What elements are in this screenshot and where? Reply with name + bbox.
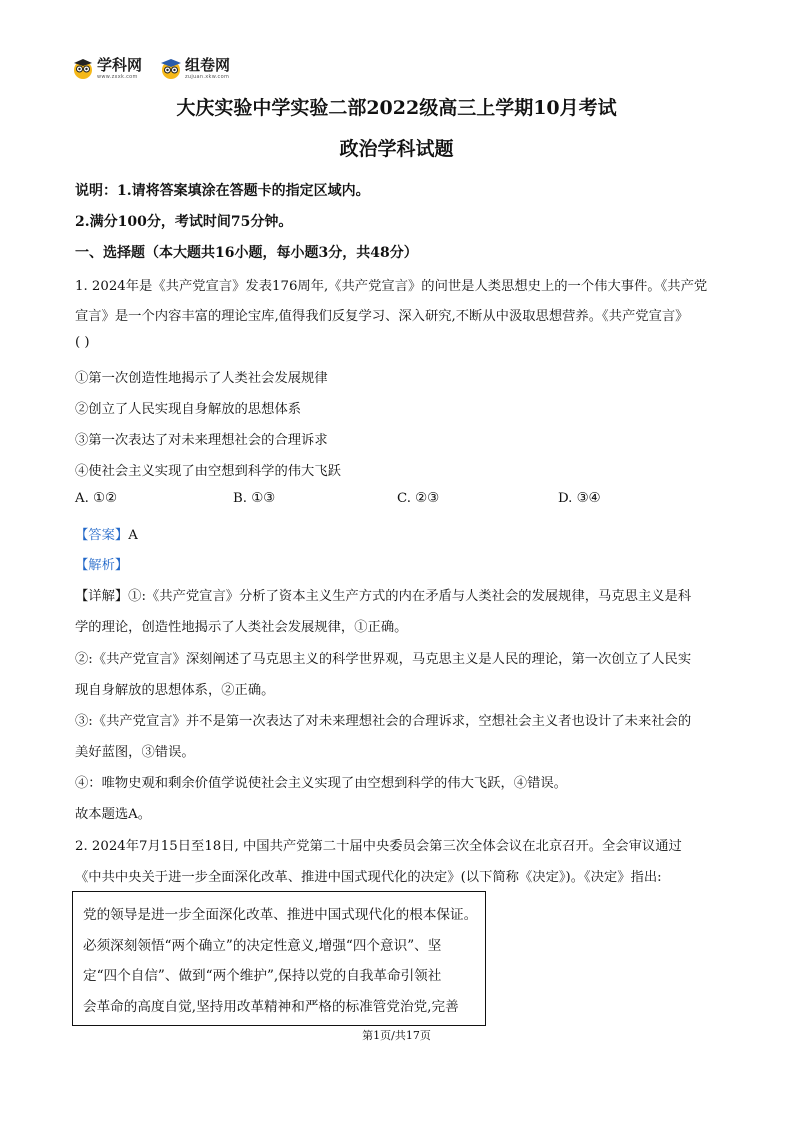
q1-detail-line-2: 学的理论，创造性地揭示了人类社会发展规律，①正确。 [75,620,408,635]
q2-quote-box [72,891,486,1026]
section-heading: 一、选择题（本大题共16小题，每小题3分，共48分） [75,245,418,261]
q1-stem-line-1: 1. 2024年是《共产党宣言》发表176周年,《共产党宣言》的问世是人类思想史上的一个伟大事件。《共产党 [75,279,708,294]
instruction-line-2: 2.满分100分，考试时间75分钟。 [75,214,293,230]
xkw-logo-url: www.zxxk.com [97,74,138,80]
q2-box-line-3: 定“四个自信”、做到“两个维护”,保持以党的自我革命引领社 [83,968,442,984]
q1-option-a: A. ①② [75,491,117,506]
q1-detail-line-1: 【详解】①:《共产党宣言》分析了资本主义生产方式的内在矛盾与人类社会的发展规律，马克思主义是科 [75,589,692,604]
analysis-tag: 【解析】 [75,558,129,573]
q1-answer-row [75,524,138,543]
q1-option-d: D. ③④ [558,491,601,506]
q1-detail-line-6: 美好蓝图，③错误。 [75,745,195,760]
q1-detail-line-3: ②:《共产党宣言》深刻阐述了马克思主义的科学世界观，马克思主义是人民的理论，第一次创立了人民实 [75,652,692,667]
q1-detail-line-4: 现自身解放的思想体系，②正确。 [75,683,275,698]
q2-stem-line-2: 《中共中央关于进一步全面深化改革、推进中国式现代化的决定》(以下简称《决定》)。《决定》指出: [75,870,662,885]
exam-title: 大庆实验中学实验二部2022级高三上学期10月考试 [176,97,617,119]
page-number: 第1页/共17页 [362,1029,431,1042]
q2-box-line-2: 必须深刻领悟“两个确立”的决定性意义,增强“四个意识”、坚 [83,938,442,954]
xkw-logo [72,58,142,80]
q1-detail-line-7: ④：唯物史观和剩余价值学说使社会主义实现了由空想到科学的伟大飞跃，④错误。 [75,776,567,791]
q1-detail-line-5: ③:《共产党宣言》并不是第一次表达了对未来理想社会的合理诉求，空想社会主义者也设计了未来社会的 [75,714,692,729]
q1-stem-line-2: 宣言》是一个内容丰富的理论宝库,值得我们反复学习、深入研究,不断从中汲取思想营养。《共产党宣言》 [75,309,689,324]
q2-stem-line-1: 2. 2024年7月15日至18日, 中国共产党第二十届中央委员会第三次全体会议在北京召开。全会审议通过 [75,839,682,854]
xkw-logo-text: 学科网 [97,56,143,74]
owl-mascot-icon [72,58,94,80]
q1-item-3: ③第一次表达了对未来理想社会的合理诉求 [75,433,328,448]
q2-box-line-1: 党的领导是进一步全面深化改革、推进中国式现代化的根本保证。 [83,907,478,923]
zjw-logo-text: 组卷网 [185,56,231,74]
q1-item-4: ④使社会主义实现了由空想到科学的伟大飞跃 [75,464,341,479]
instruction-line-1: 说明：1.请将答案填涂在答题卡的指定区域内。 [75,183,370,199]
answer-tag: 【答案】 [75,528,129,543]
q1-option-c: C. ②③ [397,491,439,506]
owl-graduate-icon [160,58,182,80]
exam-subtitle: 政治学科试题 [339,138,454,160]
zjw-logo-url: zujuan.xkw.com [185,74,230,80]
q1-detail-line-8: 故本题选A。 [75,807,152,822]
q1-item-2: ②创立了人民实现自身解放的思想体系 [75,402,302,417]
zjw-logo [160,58,230,80]
q1-option-b: B. ①③ [233,491,276,506]
answer-value: A [128,528,138,543]
q1-stem-line-3: ( ) [75,335,90,350]
q1-item-1: ①第一次创造性地揭示了人类社会发展规律 [75,371,328,386]
q2-box-line-4: 会革命的高度自觉,坚持用改革精神和严格的标准管党治党,完善 [83,999,459,1015]
